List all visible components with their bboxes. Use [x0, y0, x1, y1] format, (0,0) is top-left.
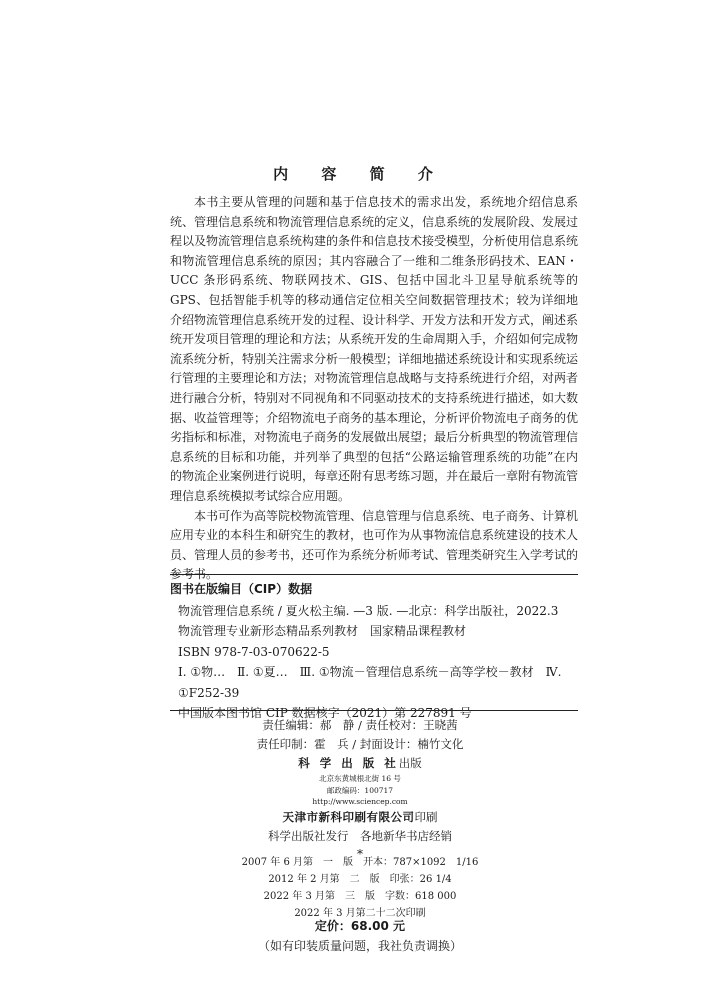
- cip-title-line: 物流管理信息系统 / 夏火松主编. —3 版. —北京：科学出版社，2022.3: [178, 603, 559, 618]
- cip-top-divider: [170, 574, 578, 575]
- cip-bottom-divider: [170, 710, 578, 711]
- edition-line-1: 2007 年 6 月第 一 版 开本：787×1092 1/16: [241, 857, 479, 868]
- responsible-printing-design: 责任印制：霍 兵 / 封面设计：楠竹文化: [256, 737, 464, 751]
- publisher-postcode: 邮政编码：100717: [326, 785, 394, 795]
- printer-line: [0, 808, 720, 827]
- price: 定价：68.00 元: [314, 919, 406, 933]
- page-title: 内 容 简 介: [273, 165, 447, 183]
- abstract-paragraph-1: 本书主要从管理的问题和基于信息技术的需求出发，系统地介绍信息系统、管理信息系统和物流管理信息系统的定义，信息系统的发展阶段、发展过程以及物流管理信息系统构建的条件和信息技术接受模型，分析使用信息系统和物流管理信息系统的原因；其内容融合了一维和二维条形码技术、EAN・UCC 条形码系统、物联网技术、GIS、包括中国北斗卫星导航系统等的 GPS、包括智能手机等的移动通信定位相关空间数据管理技术；较为详细地介绍物流管理信息系统开发的过程、设计科学、开发方法和开发方式，阐述系统开发项目管理的理论和方法；从系统开发的生命周期入手，介绍如何完成物流系统分析，特别关注需求分析一般模型；详细地描述系统设计和实现系统运行管理的主要理论和方法；对物流管理信息战略与支持系统进行介绍，对两者进行融合分析，特别对不同视角和不同驱动技术的支持系统进行描述，如大数据、收益管理等；介绍物流电子商务的基本理论，分析评价物流电子商务的优劣指标和标准，对物流电子商务的发展做出展望；最后分析典型的物流管理信息系统的目标和功能，并列举了典型的包括“公路运输管理系统的功能”在内的物流企业案例进行说明，每章还附有思考练习题，并在最后一章附有物流管理信息系统模拟考试综合应用题。: [170, 195, 579, 503]
- responsible-editors: 责任编辑：郝 静 / 责任校对：王晓茜: [262, 718, 458, 732]
- publisher-suffix: 出版: [398, 756, 422, 770]
- cip-isbn-line: ISBN 978-7-03-070622-5: [178, 644, 330, 659]
- publisher-name: 科 学 出 版 社: [298, 756, 399, 770]
- printer-name: 天津市新科印刷有限公司: [282, 809, 415, 824]
- abstract: [170, 193, 578, 585]
- publisher-line: [0, 754, 720, 773]
- publisher-address: 北京东黄城根北街 16 号: [319, 774, 401, 783]
- printer-suffix: 印刷: [414, 809, 438, 824]
- cip-heading: 图书在版编目（CIP）数据: [170, 582, 313, 596]
- cip-block: [170, 579, 578, 724]
- edition-line-3: 2022 年 3 月第 三 版 字数：618 000: [263, 891, 457, 902]
- edition-info: [0, 854, 720, 922]
- credits-block: [0, 716, 720, 862]
- separator-star: *: [357, 846, 363, 861]
- edition-line-2: 2012 年 2 月第 二 版 印张：26 1/4: [268, 874, 452, 885]
- cip-classification-line: Ⅰ. ①物… Ⅱ. ①夏… Ⅲ. ①物流－管理信息系统－高等学校－教材 Ⅳ. ①F252-39: [178, 665, 562, 700]
- quality-notice: （如有印装质量问题，我社负责调换）: [257, 939, 462, 953]
- cip-series-line: 物流管理专业新形态精品系列教材 国家精品课程教材: [178, 624, 467, 638]
- cip-record-number-line: 中国版本图书馆 CIP 数据核字（2021）第 227891 号: [178, 706, 472, 720]
- abstract-paragraph-2: 本书可作为高等院校物流管理、信息管理与信息系统、电子商务、计算机应用专业的本科生和研究生的教材，也可作为从事物流信息系统建设的技术人员、管理人员的参考书，还可作为系统分析师考试、管理类研究生入学考试的参考书。: [170, 508, 579, 582]
- edition-line-4: 2022 年 3 月第二十二次印刷: [294, 908, 426, 919]
- distribution-line: 科学出版社发行 各地新华书店经销: [268, 828, 452, 843]
- publisher-website: http://www.sciencep.com: [312, 797, 408, 806]
